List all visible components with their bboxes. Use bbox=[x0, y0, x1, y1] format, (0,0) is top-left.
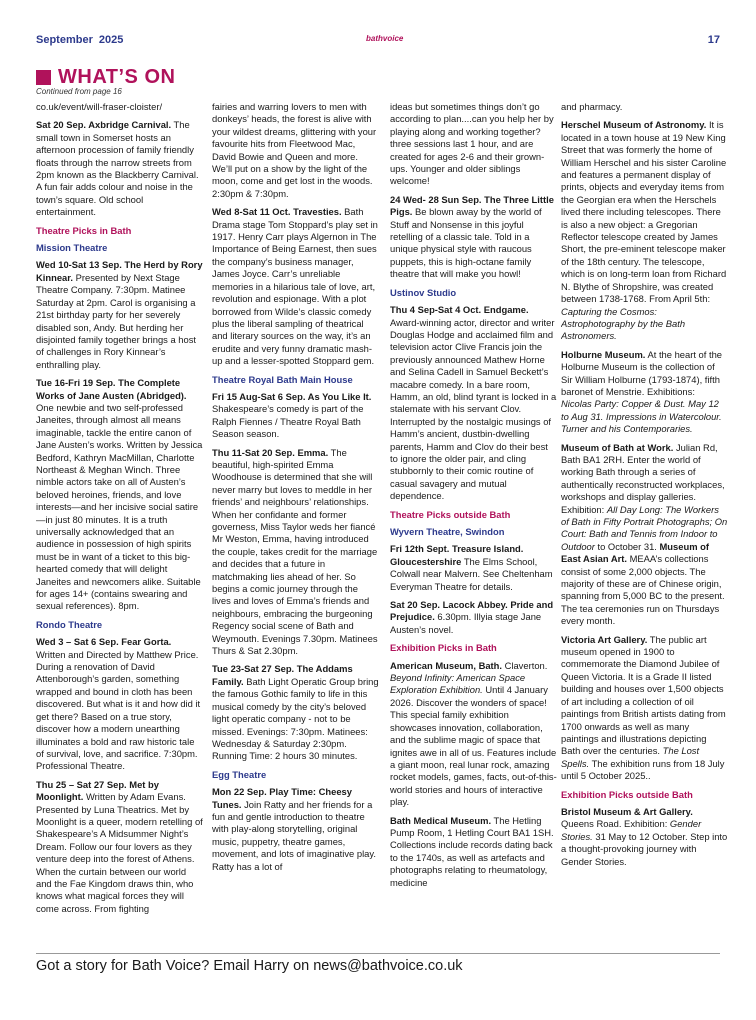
listing-text: MEAA’s collections consist of some 2,000 objects. The majority of these are of Chinese origin, spanning from 5,000 BC to the present. The tea ceremonies run on Thursdays every month. bbox=[561, 553, 725, 627]
listing-title: Tue 16-Fri 19 Sep. The Complete Works of Jane Austen (Abridged). bbox=[36, 377, 187, 401]
listing-text: Award-winning actor, director and writer Douglas Hodge and acclaimed film and television actor Clive Francis join the previously announced Mathew Horne and Selina Cadell in Samuel Beckett’s macabre comedy. In a bare room, Hamm, an old, blind tyrant is locked in a stalemate with his servant Clov. Interrupted by the nostalgic musings of Hamm’s ancient, dustbin-dwelling parents, Hamm and Clov do their best to ignore the older pair, and cling stubbornly to their comic routine of casual savagery and mutual dependence. bbox=[390, 316, 557, 502]
listing-entry bbox=[36, 259, 203, 371]
listing-title: Bristol Museum & Art Gallery. bbox=[561, 805, 693, 817]
listing-text: One newbie and two self-professed Janeites, through almost all means imaginable, tackle the entire canon of Jane Austen’s works. Written by Jessica Bedford, Kathryn MacMillan, Charlotte Northeast & Meghan Winch. Three nimble actors take on all of Austen’s beloved heroines, friends, and love interests—and her incisive social satire—in just 80 minutes. It is a truth universally acknowledged that an audience in possession of high spirits must be in want of a ticket to this big-hearted comedy that will delight Janeites and newcomers alike. Suitable for ages 14+ (contains swearing and sexual references). 8pm. bbox=[36, 401, 203, 612]
listing-title: Holburne Museum. bbox=[561, 348, 646, 360]
venue-heading: Ustinov Studio bbox=[390, 286, 457, 298]
listing-entry bbox=[36, 101, 203, 113]
listing-entry bbox=[390, 660, 557, 809]
listing-entry bbox=[36, 636, 203, 772]
listing-title: 24 Wed- 28 Sun Sep. The Three Little Pigs. bbox=[390, 193, 554, 218]
column-3 bbox=[390, 101, 557, 949]
venue-heading: Wyvern Theatre, Swindon bbox=[390, 526, 505, 537]
listing-title: Tue 23-Sat 27 Sep. The Addams Family. bbox=[212, 663, 353, 687]
listing-text: 6.30pm. Illyia stage Jane Austen’s novel. bbox=[390, 611, 542, 635]
listing-entry bbox=[390, 815, 557, 889]
venue-heading: Rondo Theatre bbox=[36, 618, 103, 630]
venue-heading: Egg Theatre bbox=[212, 768, 267, 780]
listing-italic: Nicolas Party: Copper & Dust. May 12 to Aug 31. Impressions in Watercolour. Turner and his Contemporaries. bbox=[561, 398, 722, 435]
listing-text: Written by Adam Evans. Presented by Luna Theatrics. Met by Moonlight is a queer, modern retelling of Shakespeare’s A Midsummer Night’s Dream. Follow our four lovers as they venture deep into the forest of Athens. When the curtain between our world and the Fae Kingdom draws thin, who knows what magical forces they will come across. From fighting bbox=[36, 791, 203, 914]
listing-text: The Elms School, Colwall near Malvern. See Cheltenham Everyman Theatre for details. bbox=[390, 555, 553, 592]
listing-text: Written and Directed by Matthew Price. During a renovation of David Attenborough’s garden, something wrapped and bound in cloth has been discovered. But what is it and how did it get there? Based on a true story, discover how a modern unearthing illuminates a bold and raw historic tale of survival, love, and sacrifice. 7:30pm. Professional Theatre. bbox=[36, 648, 201, 772]
listing-title: Wed 3 – Sat 6 Sep. Fear Gorta. bbox=[36, 636, 172, 648]
continued-note: Continued from page 16 bbox=[36, 87, 122, 96]
listing-text: It is located in a town house at 19 New King Street that was formerly the home of William Herschel and his sister Caroline and features a permanent display of prints, objects and everyday items from the Georgian era when the Herschels lived there including telescopes. There is also a new object: a Gregorian Reflector telescope created by James Short, the pre-eminent telescope maker of the 18th century. The telescope, which is on long-term loan from Richard N. Blythe of Shropshire, was created between 1738-1768. From April 5th: bbox=[561, 119, 727, 305]
issue-date bbox=[36, 34, 129, 46]
listing-entry bbox=[212, 206, 379, 367]
listing-entry bbox=[212, 663, 379, 762]
listing-text: Claverton. bbox=[502, 659, 548, 671]
listing-entry bbox=[212, 101, 379, 200]
column-2 bbox=[212, 101, 379, 949]
listing-title: Mon 22 Sep. Play Time: Cheesy Tunes. bbox=[212, 786, 352, 810]
column-1 bbox=[36, 101, 203, 949]
page-header bbox=[36, 34, 720, 50]
listing-entry bbox=[561, 119, 728, 342]
listing-entry bbox=[212, 391, 379, 441]
listing-entry bbox=[561, 806, 728, 868]
listing-text: The small town in Somerset hosts an afternoon procession of family friendly floats through the narrow streets from 2pm known as the Blackberry Carnival. A fun fair adds colour and noise in the town’s square. Old school entertainment. bbox=[36, 119, 199, 218]
venue-heading: Theatre Royal Bath Main House bbox=[212, 373, 353, 385]
footer-banner: Got a story for Bath Voice? Email Harry on news@bathvoice.co.uk bbox=[36, 958, 463, 974]
listing-title: Wed 8-Sat 11 Oct. Travesties. bbox=[212, 206, 342, 218]
listing-title: Herschel Museum of Astronomy. bbox=[561, 119, 707, 131]
section-square-icon bbox=[36, 70, 51, 85]
listing-text: fairies and warring lovers to men with donkeys’ heads, the forest is alive with your wildest dreams, glittering with your favourite hits from Fleetwood Mac, David Bowie and Queen and more. We’ll put on a show by the light of the moon, come and get lost in the woods. 2:30pm & 7:30pm. bbox=[212, 101, 377, 199]
listing-text: Presented by Next Stage Theatre Company. 7:30pm. Matinee Saturday at 2pm. Carol is organising a 21st birthday party for her severely disabled son, Andy. But herding her disjointed family together brings a host of challenges in Rory Kinnear’s enthralling play. bbox=[36, 271, 196, 370]
listing-text: At the heart of the Holburne Museum is the collection of Sir William Holburne (1793-1874), fifth baronet of Menstrie. Exhibitions: bbox=[561, 348, 723, 397]
listing-entry bbox=[390, 101, 557, 188]
listing-title: Thu 4 Sep-Sat 4 Oct. Endgame. bbox=[390, 304, 529, 316]
listing-title: Thu 25 – Sat 27 Sep. Met by Moonlight. bbox=[36, 778, 159, 803]
listing-entry bbox=[212, 447, 379, 658]
listing-text: Be blown away by the world of Stuff and Nonsense in this joyful retelling of a classic tale. Told in a unique physical style with raucous puppets, this is high-octane family theatre that will make you howl! bbox=[390, 206, 542, 280]
section-subheading: Exhibition Picks in Bath bbox=[390, 642, 497, 654]
listing-title: Sat 20 Sep. Lacock Abbey. Pride and Prejudice. bbox=[390, 599, 554, 623]
listing-title: American Museum, Bath. bbox=[390, 659, 503, 671]
listing-entry bbox=[561, 349, 728, 436]
listing-entry bbox=[561, 101, 728, 113]
column-4 bbox=[561, 101, 728, 949]
section-subheading: Exhibition Picks outside Bath bbox=[561, 788, 693, 800]
listing-text: The Hetling Pump Room, 1 Hetling Court BA1 1SH. Collections include records dating back to the 1740s, as well as artefacts and photographs relating to rheumatology, medicine bbox=[390, 814, 554, 888]
listing-title: Bath Medical Museum. bbox=[390, 814, 492, 826]
listing-entry bbox=[36, 377, 203, 613]
listing-text: and pharmacy. bbox=[561, 101, 623, 112]
listing-text: to October 31. bbox=[594, 540, 660, 552]
listing-text: Bath Drama stage Tom Stoppard’s play set in 1917. Henry Carr plays Algernon in The Importance of Being Earnest, then sues the company’s business manager, James Joyce. Carr’s unreliable memories in a hilarious tale of love, art, revolution and espionage. With a plot borrowed from Wilde’s classic comedy plus the liberal sampling of theatrical and literary sources on the way, it’s an erudite and very funny dramatic mash-up and a lesser-spotted Stoppard gem. bbox=[212, 206, 378, 367]
listing-text: ideas but sometimes things don’t go according to plan....can you help her by playing along and working together? three sessions last 1 hour, and are created for ages 2-6 and their grown-ups. Younger and older siblings welcome! bbox=[390, 101, 554, 187]
listing-entry bbox=[390, 599, 557, 636]
listing-italic: Beyond Infinity: American Space Exploration Exhibition. bbox=[390, 672, 526, 696]
listing-title: Victoria Art Gallery. bbox=[561, 633, 648, 645]
listing-text: co.uk/event/will-fraser-cloister/ bbox=[36, 101, 163, 112]
footer-divider bbox=[36, 953, 720, 954]
listing-entry bbox=[390, 543, 557, 593]
listing-title: Fri 15 Aug-Sat 6 Sep. As You Like It. bbox=[212, 390, 372, 402]
listing-text: Bath Light Operatic Group bring the famous Gothic family to life in this musical comedy by the city’s beloved light operatic company - not to be missed. Evenings: 7:30pm. Matinees: Wednesday & Saturday 2:30pm. Running Time: 2 hours 30 minutes. bbox=[212, 675, 379, 762]
listing-italic: All Day Long: The Workers of Bath in Fifty Portrait Photographs; On Court: Bath and Tennis from Indoor to Outdoor bbox=[561, 503, 728, 552]
listing-text: The exhibition runs from 18 July until 5 October 2025.. bbox=[561, 757, 725, 782]
listing-entry bbox=[390, 304, 557, 503]
listing-italic: Capturing the Cosmos: Astrophotography by the Bath Astronomers. bbox=[561, 305, 686, 342]
listing-text: Join Ratty and her friends for a fun and gentle introduction to theatre with play-along storytelling, original music, puppetry, theatre games, movement, and lots of imaginative play. Ratty has a lot of bbox=[212, 798, 376, 872]
listing-text: Shakespeare’s comedy is part of the Ralph Fiennes / Theatre Royal Bath Season season. bbox=[212, 403, 364, 440]
listing-entry bbox=[561, 442, 728, 628]
issue-year: 2025 bbox=[98, 34, 124, 46]
listing-title: Fri 12th Sept. Treasure Island. Gloucestershire bbox=[390, 543, 524, 567]
section-subheading: Theatre Picks outside Bath bbox=[390, 508, 511, 520]
listing-title: Museum of Bath at Work. bbox=[561, 441, 674, 453]
listing-title: Sat 20 Sep. Axbridge Carnival. bbox=[36, 119, 172, 131]
listing-entry bbox=[390, 194, 557, 281]
listing-italic: Gender Stories. bbox=[561, 818, 702, 842]
listing-entry bbox=[36, 779, 203, 915]
issue-month: September bbox=[36, 34, 93, 46]
listing-text: Until 4 January 2026. Discover the wonders of space! This special family exhibition showcases innovation, collaboration, and the sublime magic of space that ignites awe in all of us. Features include a giant moon, real lunar rock, amazing rocket models, games, facts, out-of-this-world stories and hours of interactive play. bbox=[390, 684, 557, 808]
listing-text: The public art museum opened in 1900 to commemorate the Diamond Jubilee of Queen Victoria. It is a Grade II listed building and houses over 1,500 objects of art including a collection of oil paintings from British artists dating from 1700 onwards as well as many paintings and illustrations depicting Bath over the centuries. bbox=[561, 633, 726, 757]
section-title: WHAT’S ON bbox=[58, 66, 176, 88]
publication-logo: bathvoice bbox=[366, 34, 404, 43]
listing-text: Queens Road. Exhibition: bbox=[561, 818, 670, 830]
listing-italic: The Lost Spells. bbox=[561, 745, 700, 769]
venue-heading: Mission Theatre bbox=[36, 242, 108, 254]
listing-text: The beautiful, high-spirited Emma Woodhouse is determined that she will never marry but loves to meddle in her friends’ and neighbours’ relationships. When her confidante and former governess, Miss Taylor weds her fiancé Mr Weston, Emma, having introduced the couple, takes credit for the marriage and decides that a future in matchmaking lies ahead of her. So begins a comic journey through the lives and loves of Emma’s friends and neighbours, embracing the burgeoning Regency social scene of Bath and Weymouth. Evenings 7.30pm. Matinees Thurs & Sat 2.30pm. bbox=[212, 446, 378, 657]
listing-entry bbox=[561, 634, 728, 783]
listing-entry bbox=[212, 786, 379, 873]
listing-text: Julian Rd, Bath BA1 2RH. Enter the world of working Bath through a series of authentically reconstructed workplaces, workshops and display galleries. Exhibition: bbox=[561, 441, 725, 515]
listing-text: 31 May to 12 October. Step into a thought-provoking journey with Gender Stories. bbox=[561, 830, 728, 867]
section-heading bbox=[36, 66, 175, 89]
section-subheading: Theatre Picks in Bath bbox=[36, 224, 132, 236]
listing-title: Thu 11-Sat 20 Sep. Emma. bbox=[212, 446, 329, 458]
page-number: 17 bbox=[707, 34, 720, 46]
listing-title: Wed 10-Sat 13 Sep. The Herd by Rory Kinnear. bbox=[36, 259, 203, 283]
listing-entry bbox=[36, 119, 203, 218]
listing-title: Museum of East Asian Art. bbox=[561, 540, 709, 565]
